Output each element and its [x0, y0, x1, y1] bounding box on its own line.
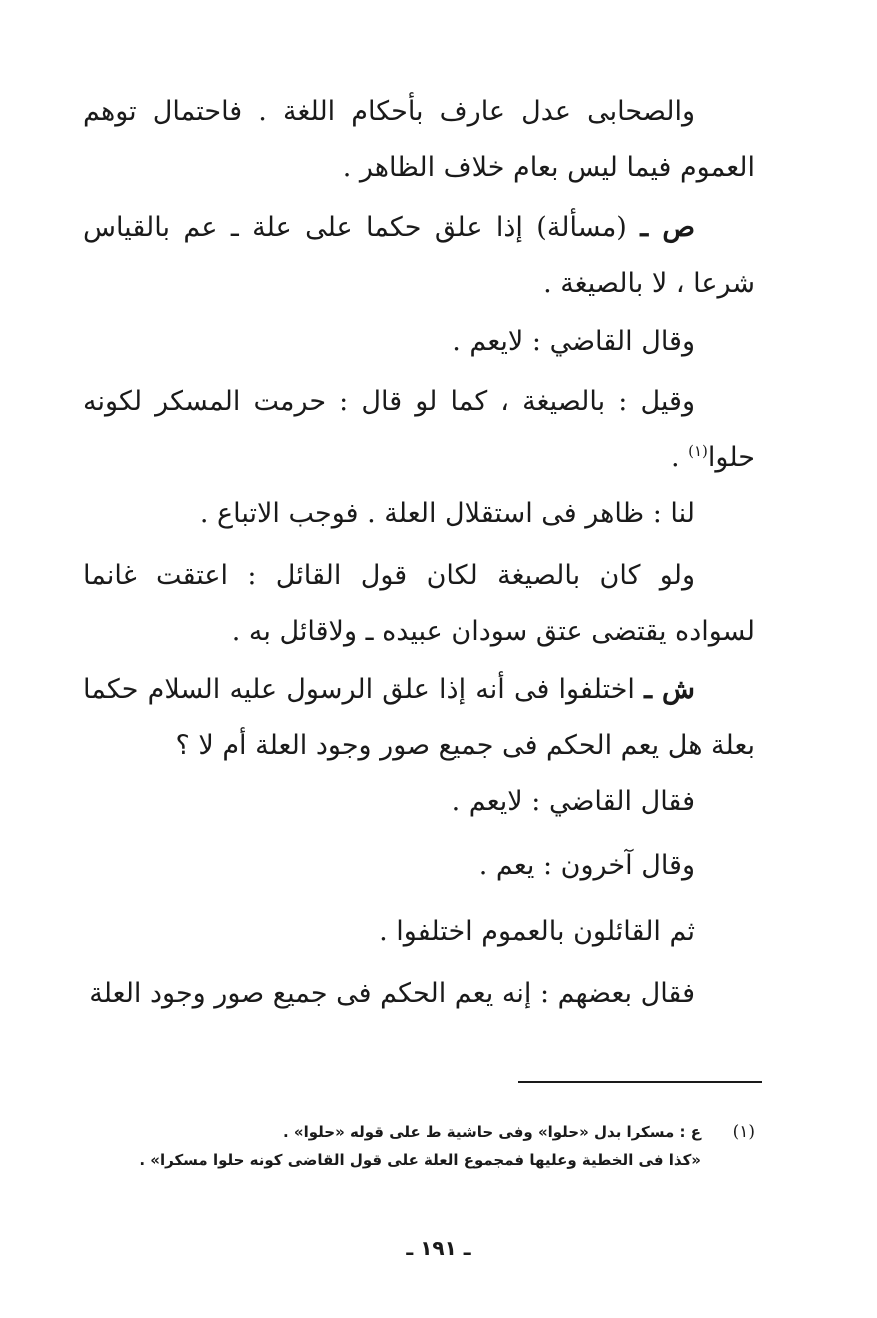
footnote-text-1: ع : مسكرا بدل «حلوا» وفى حاشية ط على قوله «حلوا» .: [283, 1123, 701, 1141]
paragraph-1: [83, 84, 755, 196]
paragraph-6: [83, 548, 755, 660]
paragraph-7-text: اختلفوا فى أنه إذا علق الرسول عليه السلام حكما بعلة هل يعم الحكم فى جميع صور وجود العلة أم لا ؟: [83, 674, 755, 761]
paragraph-2: [83, 200, 755, 312]
paragraph-4-text: وقيل : بالصيغة ، كما لو قال : حرمت المسكر لكونه حلوا: [83, 386, 755, 473]
paragraph-7: [83, 662, 755, 774]
paragraph-11: [83, 966, 755, 1022]
paragraph-4-tail: .: [670, 442, 689, 473]
paragraph-9-text: وقال آخرون : يعم .: [478, 850, 695, 881]
footnote-separator: [518, 1081, 762, 1083]
section-marker-sad: ص ـ: [640, 212, 696, 243]
footnote-number: (١): [732, 1122, 755, 1142]
paragraph-9: [83, 838, 755, 894]
paragraph-1-text: والصحابى عدل عارف بأحكام اللغة . فاحتمال توهم العموم فيما ليس بعام خلاف الظاهر .: [83, 96, 755, 183]
paragraph-8: [83, 774, 755, 830]
footnote-text-2: «كذا فى الخطية وعليها فمجموع العلة على قول القاضى كونه حلوا مسكرا» .: [139, 1151, 701, 1169]
paragraph-5: [83, 486, 755, 542]
paragraph-3-text: وقال القاضي : لايعم .: [452, 326, 695, 357]
paragraph-11-text: فقال بعضهم : إنه يعم الحكم فى جميع صور وجود العلة: [89, 978, 695, 1009]
paragraph-4: [83, 374, 755, 486]
paragraph-10-text: ثم القائلون بالعموم اختلفوا .: [379, 916, 695, 947]
paragraph-10: [83, 904, 755, 960]
section-marker-shin: ش ـ: [644, 674, 695, 705]
paragraph-3: [83, 314, 755, 370]
paragraph-2-text: (مسألة) إذا علق حكما على علة ـ عم بالقياس شرعا ، لا بالصيغة .: [83, 212, 755, 299]
footnote-line-2: [83, 1146, 755, 1174]
footnote-line-1: [83, 1118, 755, 1146]
paragraph-8-text: فقال القاضي : لايعم .: [451, 786, 695, 817]
page-number: ـ ١٩١ ـ: [406, 1236, 471, 1260]
footnote-reference[interactable]: (١): [688, 442, 708, 460]
paragraph-5-text: لنا : ظاهر فى استقلال العلة . فوجب الاتباع .: [199, 498, 695, 529]
paragraph-6-text: ولو كان بالصيغة لكان قول القائل : اعتقت غانما لسواده يقتضى عتق سودان عبيده ـ ولاقائل به .: [83, 560, 755, 647]
